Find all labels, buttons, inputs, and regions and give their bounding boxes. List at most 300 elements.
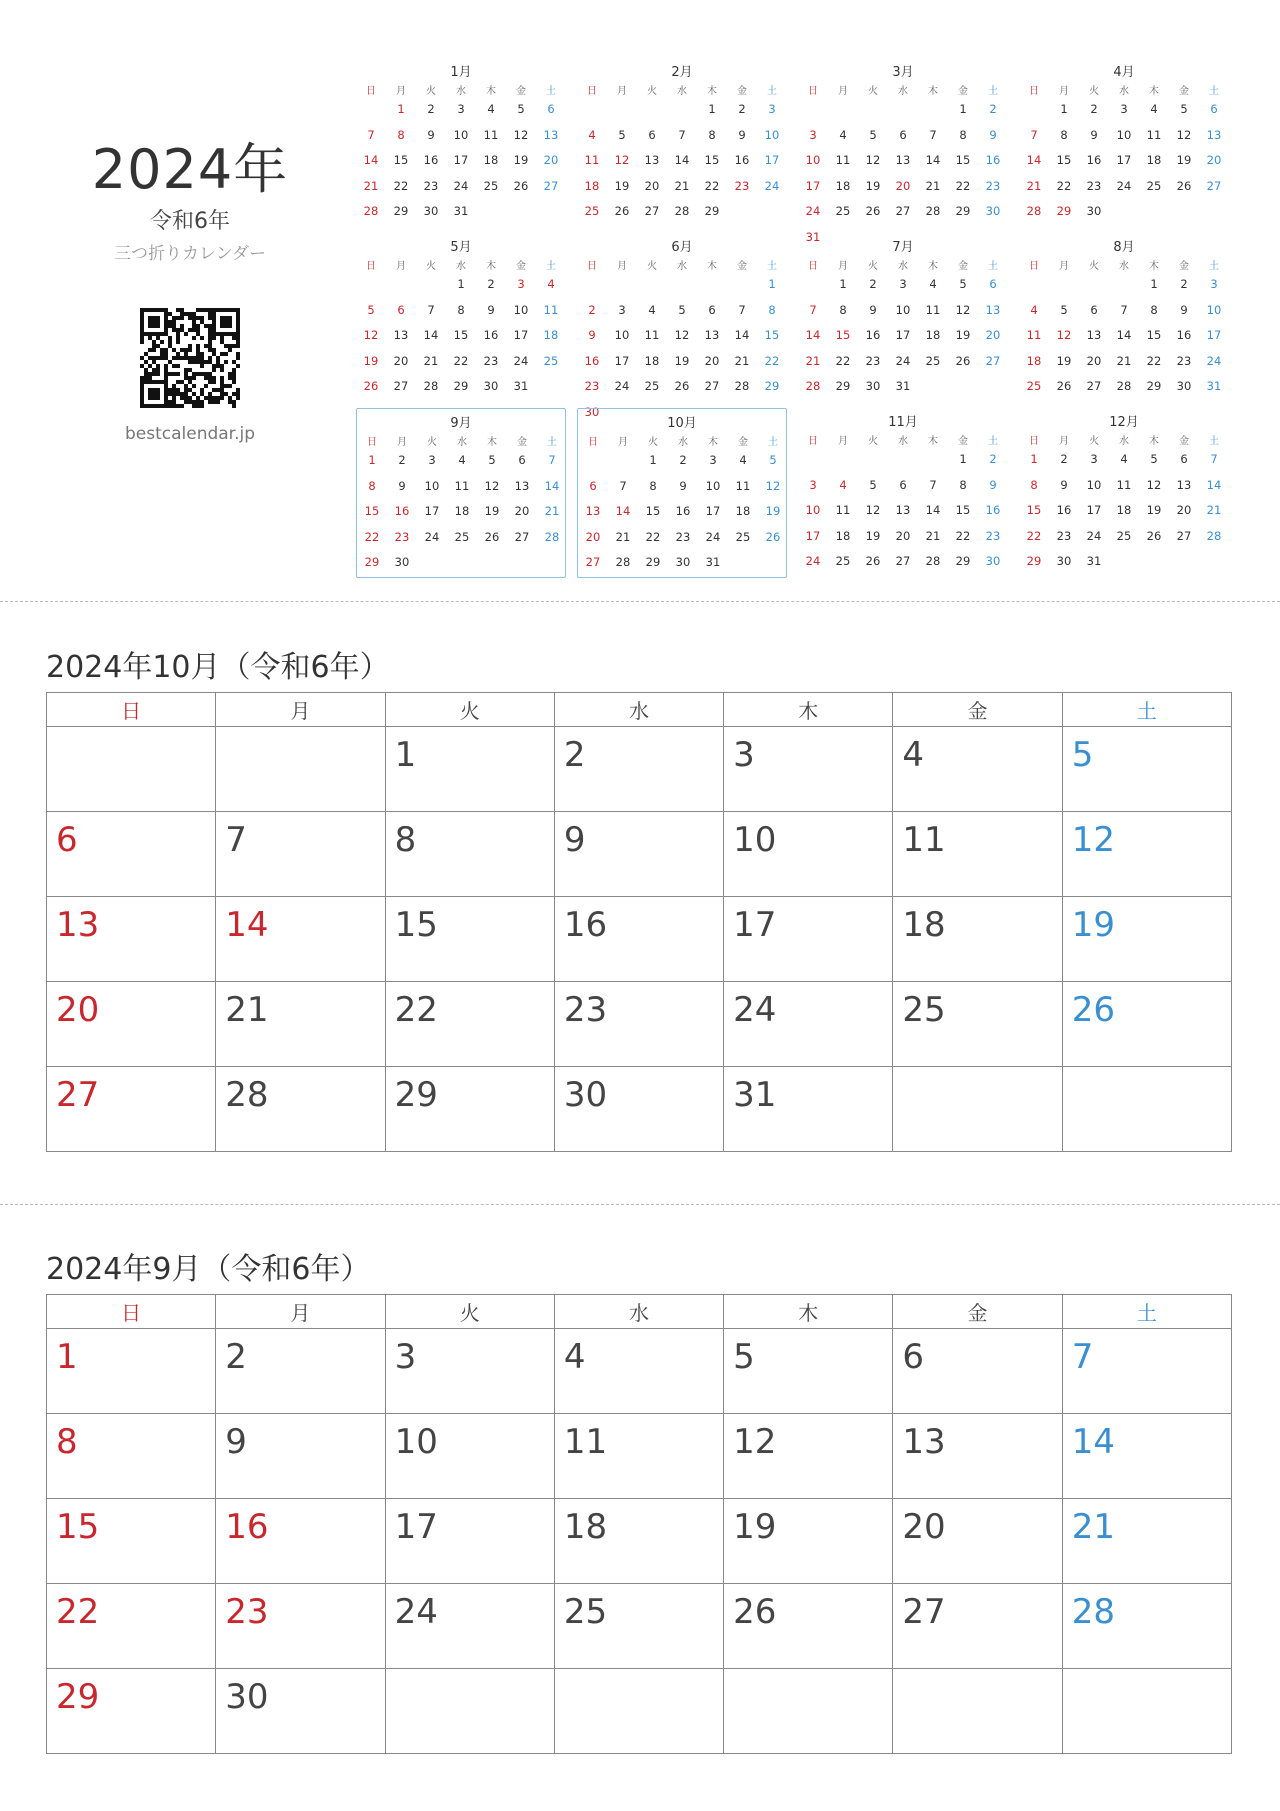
mini-day: 5 — [769, 453, 777, 467]
mini-day: 29 — [453, 379, 469, 393]
mini-day: 19 — [765, 504, 781, 518]
mini-day: 29 — [835, 379, 851, 393]
mini-day: 4 — [839, 477, 847, 492]
day-cell: 13 — [47, 897, 216, 982]
mini-day: 9 — [989, 127, 997, 142]
mini-day: 3 — [1120, 102, 1128, 116]
mini-month-title: 9月 — [450, 416, 472, 431]
day-cell: 11 — [554, 1414, 723, 1499]
mini-day: 16 — [1086, 153, 1102, 167]
mini-weekday-label: 日 — [587, 261, 597, 272]
day-cell: 9 — [554, 812, 723, 897]
mini-day: 19 — [865, 178, 881, 193]
mini-day: 7 — [1030, 127, 1038, 142]
mini-day: 8 — [1150, 302, 1158, 317]
weekday-header: 金 — [893, 1295, 1062, 1329]
mini-day: 27 — [895, 204, 911, 218]
mini-day: 9 — [679, 478, 687, 493]
mini-day: 27 — [543, 178, 559, 193]
mini-day: 18 — [1116, 503, 1132, 517]
mini-day: 17 — [705, 504, 721, 518]
mini-day: 14 — [363, 153, 379, 167]
mini-day: 14 — [544, 478, 560, 493]
mini-day: 11 — [644, 328, 660, 342]
mini-day: 4 — [1150, 102, 1158, 116]
mini-day: 27 — [1086, 379, 1102, 393]
mini-day: 16 — [865, 328, 881, 342]
mini-weekday-label: 水 — [456, 86, 466, 97]
mini-day: 1 — [959, 452, 967, 466]
mini-day: 10 — [424, 478, 440, 493]
mini-weekday-label: 日 — [588, 437, 598, 448]
fold-line-1 — [0, 601, 1280, 602]
mini-day: 6 — [899, 127, 907, 142]
mini-day: 6 — [899, 477, 907, 492]
mini-day: 24 — [1206, 353, 1222, 368]
qr-code-icon — [140, 308, 240, 408]
mini-day: 16 — [584, 353, 600, 368]
mini-weekday-label: 月 — [1059, 436, 1069, 447]
mini-weekday-label: 火 — [868, 86, 878, 97]
mini-day: 7 — [929, 477, 937, 492]
mini-day: 13 — [1206, 127, 1222, 142]
mini-day: 6 — [589, 478, 597, 493]
mini-day: 18 — [584, 178, 600, 193]
mini-day: 11 — [483, 127, 499, 142]
mini-day: 23 — [985, 178, 1001, 193]
mini-day: 31 — [513, 379, 529, 393]
mini-day: 22 — [645, 529, 661, 544]
mini-day: 30 — [394, 555, 410, 569]
day-cell — [554, 1669, 723, 1754]
mini-weekday-label: 月 — [618, 437, 628, 448]
weekday-header: 木 — [724, 1295, 893, 1329]
mini-weekday-label: 木 — [486, 261, 496, 272]
mini-month — [798, 233, 1008, 403]
day-cell: 20 — [47, 982, 216, 1067]
day-cell: 17 — [724, 897, 893, 982]
mini-day: 25 — [835, 204, 851, 218]
mini-day: 19 — [955, 328, 971, 342]
mini-weekday-label: 日 — [1029, 261, 1039, 272]
mini-day: 20 — [585, 529, 601, 544]
mini-day: 20 — [985, 328, 1001, 342]
mini-day: 12 — [865, 503, 881, 517]
day-cell: 17 — [385, 1499, 554, 1584]
day-cell: 5 — [724, 1329, 893, 1414]
mini-day: 6 — [1210, 102, 1218, 116]
day-cell: 19 — [1062, 897, 1231, 982]
mini-month — [798, 408, 1008, 578]
weekday-header: 月 — [216, 693, 385, 727]
mini-day: 5 — [488, 453, 496, 467]
day-cell: 28 — [216, 1067, 385, 1152]
mini-day: 2 — [398, 453, 406, 467]
mini-day: 25 — [835, 554, 851, 568]
mini-day: 18 — [735, 504, 751, 518]
mini-day: 4 — [588, 127, 596, 142]
mini-day: 26 — [955, 353, 971, 368]
day-cell: 28 — [1062, 1584, 1231, 1669]
mini-day: 22 — [1056, 178, 1072, 193]
mini-day: 24 — [764, 178, 780, 193]
day-cell: 21 — [216, 982, 385, 1067]
mini-day: 2 — [679, 453, 687, 467]
mini-day: 3 — [899, 277, 907, 291]
day-cell: 26 — [724, 1584, 893, 1669]
mini-day: 17 — [424, 504, 440, 518]
mini-weekday-label: 土 — [1209, 261, 1219, 272]
weekday-header: 水 — [554, 1295, 723, 1329]
mini-day: 22 — [955, 178, 971, 193]
mini-day: 20 — [704, 353, 720, 368]
mini-day: 7 — [738, 302, 746, 317]
mini-day: 14 — [615, 504, 631, 518]
mini-day: 13 — [985, 302, 1001, 317]
mini-month-title: 11月 — [888, 415, 918, 430]
mini-day: 26 — [484, 529, 500, 544]
mini-day: 6 — [648, 127, 656, 142]
mini-day: 10 — [614, 328, 630, 342]
mini-day: 9 — [588, 328, 596, 342]
mini-day: 28 — [925, 204, 941, 218]
mini-day: 4 — [487, 102, 495, 116]
mini-day: 2 — [869, 277, 877, 291]
mini-day: 17 — [614, 353, 630, 368]
mini-month — [356, 408, 566, 578]
mini-day: 14 — [1116, 328, 1132, 342]
mini-day: 2 — [427, 102, 435, 116]
mini-day: 27 — [985, 353, 1001, 368]
mini-day: 13 — [543, 127, 559, 142]
mini-weekday-label: 火 — [426, 261, 436, 272]
mini-day: 4 — [929, 277, 937, 291]
mini-day: 25 — [1116, 528, 1132, 543]
mini-day: 9 — [989, 477, 997, 492]
mini-day: 6 — [518, 453, 526, 467]
mini-month — [577, 408, 787, 578]
mini-weekday-label: 日 — [808, 436, 818, 447]
mini-day: 31 — [1086, 554, 1102, 568]
mini-day: 25 — [543, 353, 559, 368]
mini-weekday-label: 金 — [516, 261, 526, 272]
mini-day: 1 — [649, 453, 657, 467]
mini-weekday-label: 木 — [1149, 261, 1159, 272]
mini-day: 16 — [483, 328, 499, 342]
mini-weekday-label: 木 — [928, 436, 938, 447]
mini-day: 19 — [674, 353, 690, 368]
mini-day: 9 — [427, 127, 435, 142]
mini-day: 20 — [644, 178, 660, 193]
mini-day: 4 — [839, 127, 847, 142]
mini-weekday-label: 木 — [707, 86, 717, 97]
mini-day: 30 — [675, 555, 691, 569]
mini-day: 17 — [805, 528, 821, 543]
day-cell — [385, 1669, 554, 1754]
mini-day: 13 — [895, 153, 911, 167]
mini-weekday-label: 木 — [928, 261, 938, 272]
day-cell: 14 — [216, 897, 385, 982]
mini-day: 21 — [363, 178, 379, 193]
mini-day: 17 — [764, 153, 780, 167]
mini-day: 5 — [869, 127, 877, 142]
mini-day: 18 — [644, 353, 660, 368]
mini-day: 15 — [704, 153, 720, 167]
mini-day: 21 — [925, 528, 941, 543]
mini-month-title: 3月 — [892, 65, 914, 80]
mini-day: 27 — [1206, 178, 1222, 193]
mini-weekday-label: 金 — [737, 261, 747, 272]
mini-day: 7 — [548, 453, 556, 467]
mini-day: 8 — [959, 127, 967, 142]
mini-day: 15 — [955, 153, 971, 167]
mini-day: 25 — [584, 204, 600, 218]
mini-day: 29 — [1056, 204, 1072, 218]
mini-day: 23 — [675, 529, 691, 544]
mini-day: 25 — [735, 529, 751, 544]
mini-weekday-label: 日 — [366, 261, 376, 272]
mini-day: 22 — [764, 353, 780, 368]
day-cell: 6 — [47, 812, 216, 897]
mini-day: 8 — [457, 302, 465, 317]
mini-day: 19 — [484, 504, 500, 518]
mini-month-title: 4月 — [1113, 65, 1135, 80]
day-cell: 14 — [1062, 1414, 1231, 1499]
day-cell: 27 — [893, 1584, 1062, 1669]
mini-day: 12 — [513, 127, 529, 142]
mini-day: 21 — [674, 178, 690, 193]
mini-day: 10 — [1206, 302, 1222, 317]
mini-day: 3 — [428, 453, 436, 467]
mini-day: 9 — [1090, 127, 1098, 142]
mini-day: 27 — [393, 379, 409, 393]
mini-day: 3 — [768, 102, 776, 116]
mini-day: 26 — [1146, 528, 1162, 543]
mini-day: 14 — [1206, 477, 1222, 492]
mini-weekday-label: 木 — [928, 86, 938, 97]
mini-weekday-label: 月 — [838, 436, 848, 447]
mini-day: 12 — [674, 328, 690, 342]
day-cell — [893, 1067, 1062, 1152]
mini-weekday-label: 金 — [958, 436, 968, 447]
mini-day: 4 — [1120, 452, 1128, 466]
mini-day: 23 — [423, 178, 439, 193]
mini-day: 9 — [487, 302, 495, 317]
mini-day: 30 — [483, 379, 499, 393]
month-table — [46, 1294, 1232, 1754]
mini-day: 17 — [1206, 328, 1222, 342]
mini-month-title: 10月 — [667, 416, 697, 431]
mini-day: 24 — [1086, 528, 1102, 543]
mini-day: 8 — [839, 302, 847, 317]
day-cell: 5 — [1062, 727, 1231, 812]
mini-weekday-label: 月 — [396, 261, 406, 272]
mini-day: 8 — [768, 302, 776, 317]
mini-day: 21 — [925, 178, 941, 193]
mini-day: 13 — [514, 478, 530, 493]
mini-day: 22 — [704, 178, 720, 193]
mini-day: 29 — [1026, 554, 1042, 568]
mini-day: 18 — [483, 153, 499, 167]
mini-day: 16 — [985, 503, 1001, 517]
mini-weekday-label: 木 — [707, 261, 717, 272]
mini-day: 28 — [615, 555, 631, 569]
mini-day: 24 — [805, 554, 821, 568]
mini-day: 30 — [985, 204, 1001, 218]
era-title: 令和6年 — [150, 209, 230, 234]
mini-day: 21 — [805, 353, 821, 368]
mini-day: 22 — [1026, 528, 1042, 543]
mini-weekday-label: 水 — [457, 437, 467, 448]
mini-month — [1019, 58, 1229, 228]
mini-day: 25 — [483, 178, 499, 193]
mini-day: 15 — [1146, 328, 1162, 342]
mini-day: 24 — [513, 353, 529, 368]
mini-day: 11 — [1146, 127, 1162, 142]
mini-day: 1 — [768, 277, 776, 291]
day-cell: 23 — [554, 982, 723, 1067]
mini-day: 30 — [985, 554, 1001, 568]
mini-weekday-label: 火 — [647, 86, 657, 97]
mini-day: 3 — [618, 302, 626, 317]
mini-day: 14 — [734, 328, 750, 342]
day-cell — [216, 727, 385, 812]
mini-weekday-label: 土 — [767, 261, 777, 272]
mini-month — [577, 233, 787, 419]
mini-day: 27 — [644, 204, 660, 218]
mini-day: 7 — [809, 302, 817, 317]
big-calendar-september — [46, 1250, 1232, 1754]
mini-day: 23 — [394, 529, 410, 544]
mini-day: 4 — [458, 453, 466, 467]
mini-day: 10 — [513, 302, 529, 317]
mini-day: 14 — [1026, 153, 1042, 167]
mini-day: 19 — [865, 528, 881, 543]
mini-month-title: 7月 — [892, 240, 914, 255]
mini-day: 2 — [1090, 102, 1098, 116]
mini-day: 9 — [869, 302, 877, 317]
mini-month — [577, 58, 787, 228]
weekday-header: 木 — [724, 693, 893, 727]
mini-day: 22 — [453, 353, 469, 368]
mini-day: 11 — [1026, 328, 1042, 342]
big-calendar-october — [46, 648, 1232, 1152]
mini-day: 12 — [955, 302, 971, 317]
mini-day: 10 — [1116, 127, 1132, 142]
day-cell: 30 — [554, 1067, 723, 1152]
mini-day: 19 — [1176, 153, 1192, 167]
mini-day: 1 — [708, 102, 716, 116]
mini-weekday-label: 火 — [427, 437, 437, 448]
mini-day: 6 — [989, 277, 997, 291]
mini-weekday-label: 木 — [487, 437, 497, 448]
mini-day: 17 — [805, 178, 821, 193]
mini-day: 19 — [363, 353, 379, 368]
mini-day: 24 — [705, 529, 721, 544]
mini-day: 9 — [1180, 302, 1188, 317]
weekday-header: 火 — [385, 1295, 554, 1329]
mini-day: 29 — [1146, 379, 1162, 393]
mini-day: 16 — [423, 153, 439, 167]
mini-day: 17 — [1116, 153, 1132, 167]
mini-day: 6 — [1090, 302, 1098, 317]
day-cell: 25 — [893, 982, 1062, 1067]
mini-weekday-label: 金 — [958, 261, 968, 272]
day-cell: 3 — [724, 727, 893, 812]
mini-day: 31 — [805, 229, 821, 244]
mini-day: 9 — [1060, 477, 1068, 492]
mini-day: 28 — [1026, 204, 1042, 218]
day-cell: 13 — [893, 1414, 1062, 1499]
mini-day: 31 — [895, 379, 911, 393]
mini-day: 17 — [513, 328, 529, 342]
mini-day: 13 — [704, 328, 720, 342]
mini-day: 10 — [895, 302, 911, 317]
mini-day: 21 — [615, 529, 631, 544]
mini-day: 17 — [895, 328, 911, 342]
mini-day: 17 — [1086, 503, 1102, 517]
mini-day: 29 — [764, 379, 780, 393]
mini-day: 11 — [543, 302, 559, 317]
mini-day: 20 — [1086, 353, 1102, 368]
mini-day: 10 — [705, 478, 721, 493]
mini-day: 25 — [1026, 379, 1042, 393]
mini-weekday-label: 水 — [898, 86, 908, 97]
mini-day: 14 — [805, 328, 821, 342]
week-row — [47, 1669, 1232, 1754]
day-cell: 8 — [47, 1414, 216, 1499]
mini-day: 5 — [1060, 302, 1068, 317]
day-cell: 3 — [385, 1329, 554, 1414]
brand-block — [0, 140, 380, 264]
day-cell: 16 — [554, 897, 723, 982]
mini-day: 3 — [1210, 277, 1218, 291]
mini-day: 31 — [705, 555, 721, 569]
mini-weekday-label: 月 — [1059, 86, 1069, 97]
mini-day: 28 — [363, 204, 379, 218]
year-title: 2024年 — [91, 138, 289, 201]
weekday-header: 日 — [47, 1295, 216, 1329]
day-cell: 7 — [1062, 1329, 1231, 1414]
mini-day: 8 — [397, 127, 405, 142]
mini-day: 2 — [989, 452, 997, 466]
day-cell: 18 — [554, 1499, 723, 1584]
mini-weekday-label: 日 — [1029, 436, 1039, 447]
mini-day: 18 — [454, 504, 470, 518]
day-cell: 4 — [893, 727, 1062, 812]
mini-weekday-label: 日 — [808, 86, 818, 97]
mini-weekday-label: 月 — [617, 261, 627, 272]
mini-day: 14 — [674, 153, 690, 167]
day-cell: 8 — [385, 812, 554, 897]
mini-day: 4 — [739, 453, 747, 467]
mini-day: 25 — [925, 353, 941, 368]
mini-day: 24 — [895, 353, 911, 368]
mini-day: 8 — [1060, 127, 1068, 142]
mini-weekday-label: 土 — [1209, 436, 1219, 447]
mini-month — [356, 233, 566, 403]
day-cell: 26 — [1062, 982, 1231, 1067]
weekday-header: 金 — [893, 693, 1062, 727]
mini-day: 20 — [895, 528, 911, 543]
mini-day: 15 — [364, 504, 380, 518]
mini-weekday-label: 水 — [898, 261, 908, 272]
mini-day: 4 — [547, 277, 555, 291]
mini-day: 7 — [1210, 452, 1218, 466]
mini-weekday-label: 土 — [547, 437, 557, 448]
mini-day: 22 — [393, 178, 409, 193]
day-cell: 23 — [216, 1584, 385, 1669]
